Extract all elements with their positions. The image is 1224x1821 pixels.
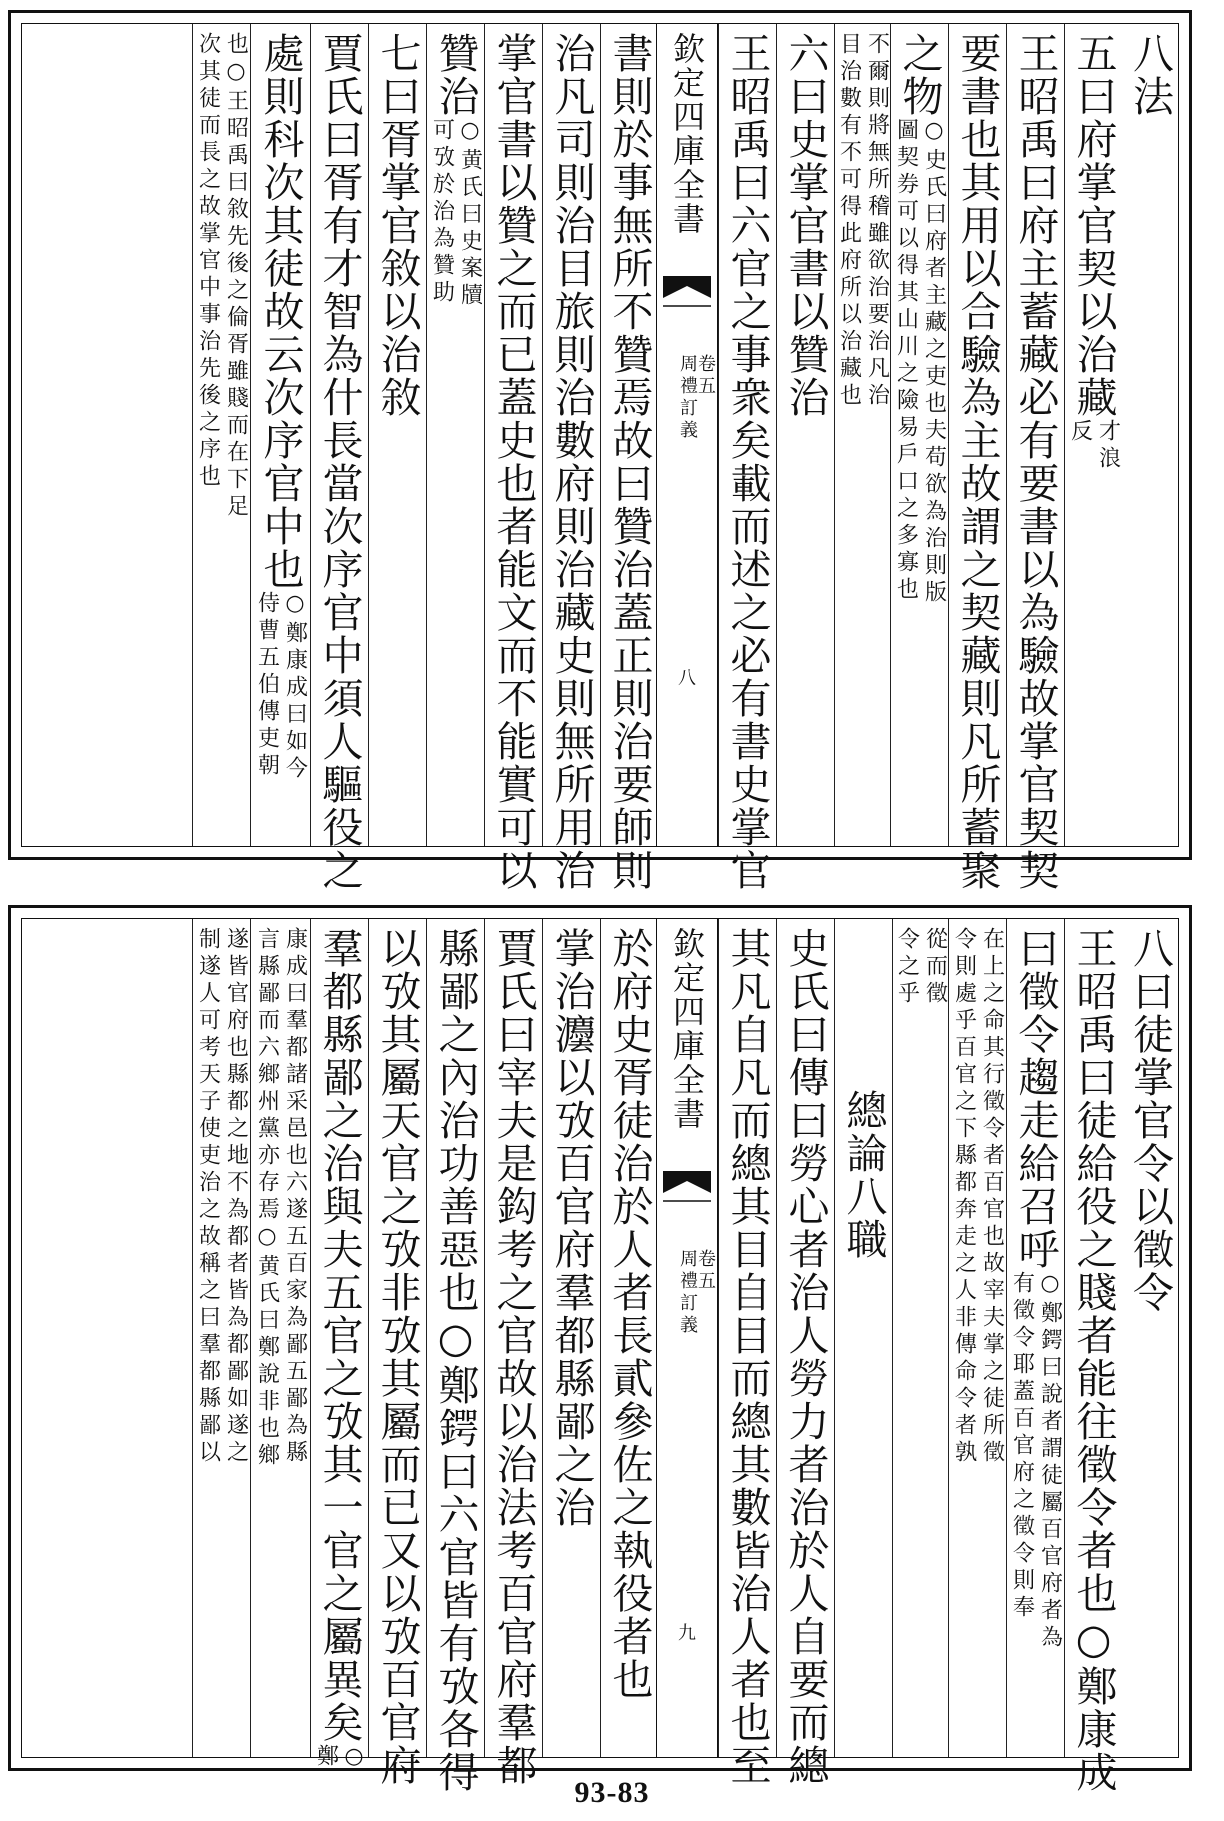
leaf-top xyxy=(8,10,1192,892)
annotation: 不爾則將無所稽雖欲治要治凡治 xyxy=(864,32,890,410)
annotation: 才浪 xyxy=(1095,419,1121,473)
section-heading: 八法 xyxy=(1126,32,1174,118)
annotation: ○史氏曰府者主藏之吏也夫苟欲為治則版 xyxy=(921,118,947,607)
text-column xyxy=(1122,919,1178,1757)
text-column xyxy=(192,919,250,1757)
chapter-number: 卷五 xyxy=(695,354,716,398)
text-column xyxy=(718,24,776,892)
main-text: 處則科次其徒故云次序官中也 xyxy=(256,32,305,591)
folio-number: 九 xyxy=(678,1623,696,1644)
text-column xyxy=(250,919,310,1757)
annotation: 圖契券可以得其山川之險易戶口之多寡也 xyxy=(893,118,919,604)
main-text: 以攷其屬天官之攷非攷其屬而已又以攷百官府 xyxy=(373,927,422,1787)
main-text: 書則於事無所不贊焉故曰贊治蓋正則治要師則 xyxy=(605,32,654,892)
fishtail-mark-icon xyxy=(663,1171,711,1231)
text-column xyxy=(484,919,542,1787)
annotation: 從而徵 xyxy=(922,927,948,1008)
annotation: 康成曰羣都諸采邑也六遂五百家為鄙五鄙為縣 xyxy=(282,927,308,1467)
annotation: 反 xyxy=(1067,419,1093,446)
text-column xyxy=(368,919,426,1787)
text-column xyxy=(834,24,890,846)
text-column xyxy=(192,24,250,846)
annotation: 可攷於治為贊助 xyxy=(429,118,455,307)
annotation: 有徵令耶蓋百官府之徵令則奉 xyxy=(1009,1271,1035,1622)
text-column xyxy=(600,24,658,892)
book-title: 欽定四庫全書 xyxy=(668,32,706,236)
section-heading: 八曰徒掌官令以徵令 xyxy=(1126,927,1174,1314)
main-text: 羣都縣鄙之治與夫五官之攷其一官之屬異矣 xyxy=(315,927,364,1744)
annotation: 鄭 xyxy=(313,1744,339,1771)
fishtail-mark-icon xyxy=(663,276,711,336)
text-column xyxy=(310,24,368,892)
text-column xyxy=(948,919,1006,1757)
text-column xyxy=(600,919,658,1757)
book-title: 欽定四庫全書 xyxy=(668,927,706,1131)
text-column xyxy=(1064,24,1122,846)
text-column xyxy=(368,24,426,846)
section-heading: 七曰胥掌官敘以治敘 xyxy=(373,32,422,419)
main-text: 其凡自凡而總其目自目而總其數皆治人者也至 xyxy=(723,927,772,1787)
annotation: ○鄭康成曰如今 xyxy=(282,591,308,783)
main-text: 五曰府掌官契以治藏 xyxy=(1069,32,1118,419)
section-heading: 六曰史掌官書以贊治 xyxy=(781,32,830,419)
text-column xyxy=(542,24,600,892)
text-column xyxy=(426,919,484,1794)
center-fold xyxy=(656,919,718,1757)
text-column xyxy=(1006,919,1064,1757)
text-column xyxy=(718,919,776,1787)
page-number: 93-83 xyxy=(574,1776,650,1809)
text-column xyxy=(892,919,948,1757)
text-column xyxy=(834,919,892,1757)
main-text: 之物 xyxy=(895,32,944,118)
chapter-number: 卷五 xyxy=(695,1249,716,1293)
section-heading: 總論八職 xyxy=(839,1089,888,1261)
text-column xyxy=(426,24,484,846)
main-text: 賈氏曰宰夫是鈎考之官故以治法考百官府羣都 xyxy=(489,927,538,1787)
annotation: 制遂人可考天子使吏治之故稱之曰羣都縣鄙以 xyxy=(195,927,221,1467)
main-text: 於府史胥徒治於人者長貳參佐之執役者也 xyxy=(605,927,654,1701)
folio-number: 八 xyxy=(678,668,696,689)
text-column xyxy=(1006,24,1064,892)
annotation: ○黄氏曰史案牘 xyxy=(457,118,483,310)
section-heading: 掌治灋以攷百官府羣都縣鄙之治 xyxy=(547,927,596,1529)
center-fold xyxy=(656,24,718,846)
annotation: 言縣鄙而六鄉州黨亦存焉○黄氏曰鄭說非也鄉 xyxy=(254,927,280,1470)
text-column xyxy=(250,24,310,846)
annotation: 遂皆官府也縣都之地不為都者皆為都鄙如遂之 xyxy=(223,927,249,1467)
text-column xyxy=(776,24,834,846)
annotation: ○鄭鍔曰說者謂徒屬百官府者為 xyxy=(1037,1271,1063,1652)
chapter-title: 周禮訂義 xyxy=(677,1249,698,1337)
annotation: 令之乎 xyxy=(894,927,920,1008)
text-column xyxy=(310,919,368,1774)
main-text: 要書也其用以合驗為主故謂之契藏則凡所蓄聚 xyxy=(953,32,1002,892)
annotation: 次其徒而長之故掌官中事治先後之序也 xyxy=(195,32,221,491)
main-text: 王昭禹曰府主蓄藏必有要書以為驗故掌官契契 xyxy=(1011,32,1060,892)
text-column xyxy=(484,24,542,892)
text-column xyxy=(1122,24,1178,846)
main-text: 王昭禹曰六官之事衆矣載而述之必有書史掌官 xyxy=(723,32,772,892)
main-text: 曰徵令趨走給召呼 xyxy=(1011,927,1060,1271)
chapter-title: 周禮訂義 xyxy=(677,354,698,442)
main-text: 史氏曰傳曰勞心者治人勞力者治於人自要而總 xyxy=(781,927,830,1787)
annotation: 令則處乎百官之下縣都奔走之人非傳命令者孰 xyxy=(951,927,977,1467)
annotation: ○ xyxy=(341,1744,367,1774)
text-column xyxy=(776,919,834,1787)
main-text: 治凡司則治目旅則治數府則治藏史則無所用治 xyxy=(547,32,596,892)
main-text: 贊治 xyxy=(431,32,480,118)
annotation: 目治數有不可得此府所以治藏也 xyxy=(836,32,862,410)
text-column xyxy=(890,24,948,846)
text-column xyxy=(542,919,600,1757)
text-column xyxy=(948,24,1006,892)
annotation: 在上之命其行徵令者百官也故宰夫掌之徒所徵 xyxy=(979,927,1005,1467)
main-text: 賈氏曰胥有才智為什長當次序官中須人驅役之 xyxy=(315,32,364,892)
main-text: 掌官書以贊之而已蓋史也者能文而不能實可以 xyxy=(489,32,538,892)
annotation: 也○王昭禹曰敘先後之倫胥雖賤而在下足 xyxy=(223,32,249,521)
main-text: 王昭禹曰徒給役之賤者能往徵令者也○鄭康成 xyxy=(1069,927,1118,1794)
annotation: 侍曹五伯傳吏朝 xyxy=(254,591,280,780)
text-column xyxy=(1064,919,1122,1794)
main-text: 縣鄙之內治功善惡也○鄭鍔曰六官皆有攷各得 xyxy=(431,927,480,1794)
